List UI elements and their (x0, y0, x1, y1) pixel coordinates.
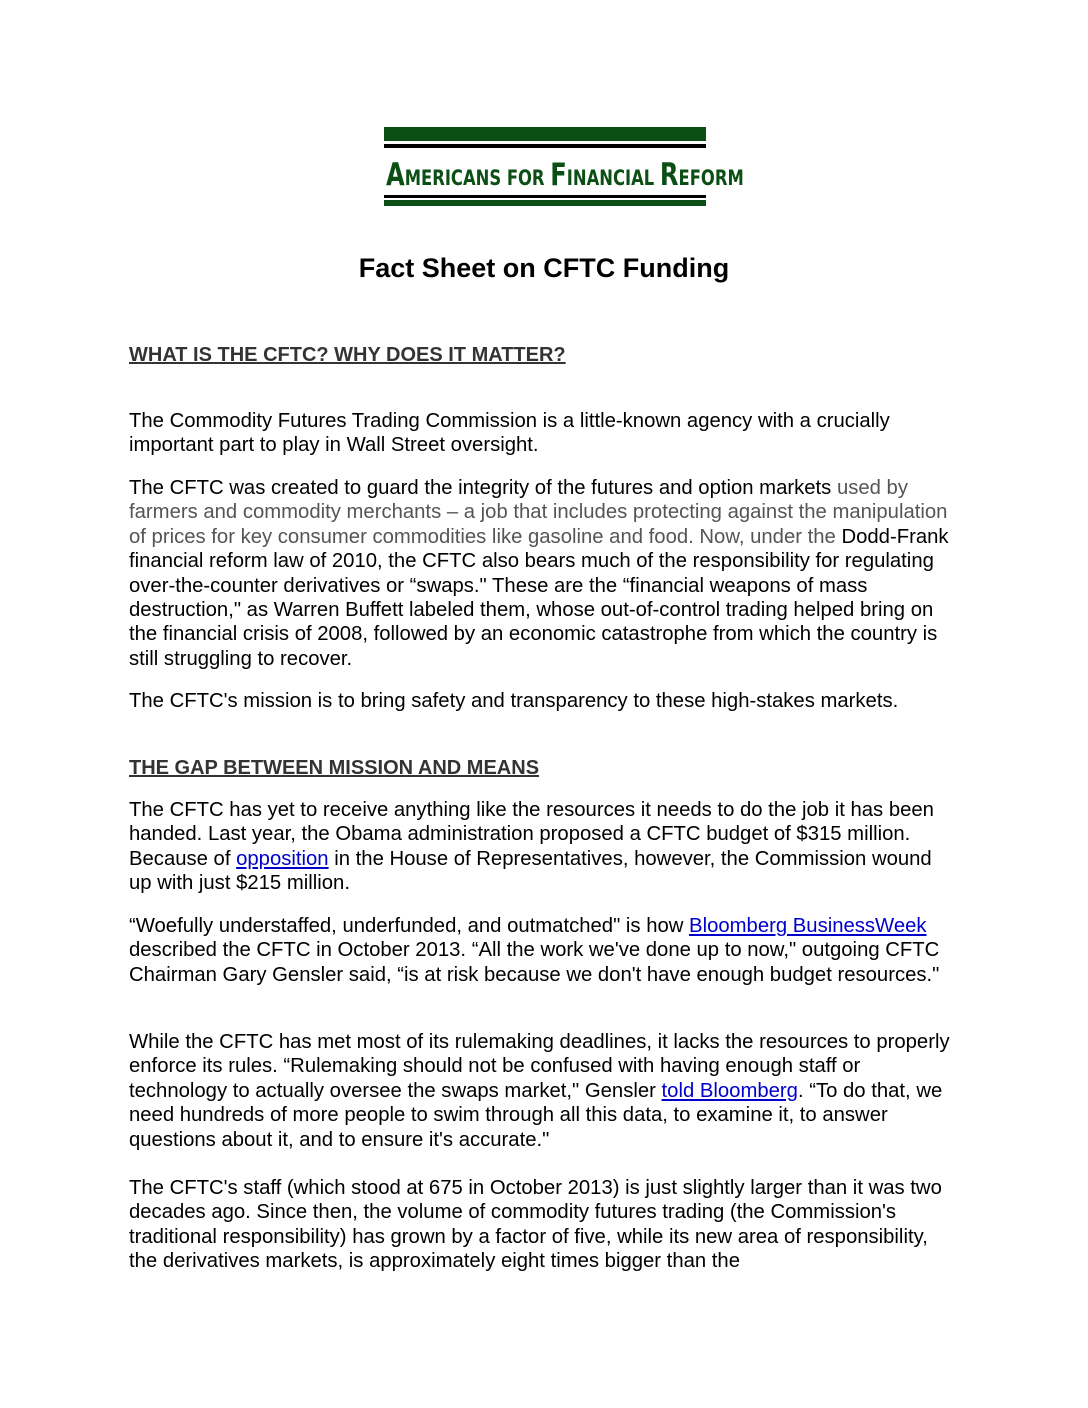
logo-bottom-bar (384, 200, 706, 206)
link-bloomberg-businessweek[interactable]: Bloomberg BusinessWeek (689, 915, 927, 937)
logo-top-rule (384, 144, 706, 148)
section-heading-what-is-cftc: WHAT IS THE CFTC? WHY DOES IT MATTER? (129, 344, 566, 366)
section-heading-gap: THE GAP BETWEEN MISSION AND MEANS (129, 757, 540, 779)
link-told-bloomberg[interactable]: told Bloomberg (661, 1079, 798, 1102)
paragraph-budget: The CFTC has yet to receive anything like the resources it needs to do the job it has been handed. Last year, the Obama administration proposed a CFTC budget of $315 million. Because of opposition in the House of Representatives, however, the Commission wound up with just $215 million. (129, 799, 934, 895)
paragraph-understaffed: “Woefully understaffed, underfunded, and outmatched" is how Bloomberg BusinessWeek described the CFTC in October 2013. “All the work we've done up to now," outgoing CFTC Chairman Gary Gensler said, “is at risk because we don't have enough budget resources." (129, 915, 940, 986)
paragraph-intro: The Commodity Futures Trading Commission is a little-known agency with a crucially important part to play in Wall Street oversight. (129, 410, 890, 457)
logo-bottom-rule (384, 195, 706, 198)
paragraph-enforcement: While the CFTC has met most of its rulemaking deadlines, it lacks the resources to properly enforce its rules. “Rulemaking should not be confused with having enough staff or technology to actually oversee the swaps market," Gensler told Bloomberg. “To do that, we need hundreds of more people to swim through all this data, to examine it, to answer questions about it, and to ensure it's accurate." (129, 1031, 950, 1151)
logo-top-bar (384, 127, 706, 141)
paragraph-mission-history: The CFTC was created to guard the integrity of the futures and option markets used by farmers and commodity merchants – a job that includes protecting against the manipulation of prices for key consumer commodities like gasoline and food. Now, under the Dodd-Frank financial reform law of 2010, the CFTC also bears much of the responsibility for regulating over-the-counter derivatives or “swaps." These are the “financial weapons of mass destruction," as Warren Buffett labeled them, whose out-of-control trading helped bring on the financial crisis of 2008, followed by an economic catastrophe from which the country is still struggling to recover. (129, 477, 949, 670)
afr-logo (384, 127, 744, 207)
logo-wordmark: AMERICANS FOR FINANCIAL REFORM (386, 157, 744, 193)
paragraph-staff-size: The CFTC's staff (which stood at 675 in October 2013) is just slightly larger than it was two decades ago. Since then, the volume of commodity futures trading (the Commission's traditional responsibility) has grown by a factor of five, while its new area of responsibility, the derivatives markets, is approximately eight times bigger than the (129, 1177, 942, 1273)
page-title: Fact Sheet on CFTC Funding (358, 253, 730, 283)
paragraph-mission: The CFTC's mission is to bring safety and transparency to these high-stakes markets. (129, 690, 899, 712)
link-opposition[interactable]: opposition (236, 847, 329, 870)
